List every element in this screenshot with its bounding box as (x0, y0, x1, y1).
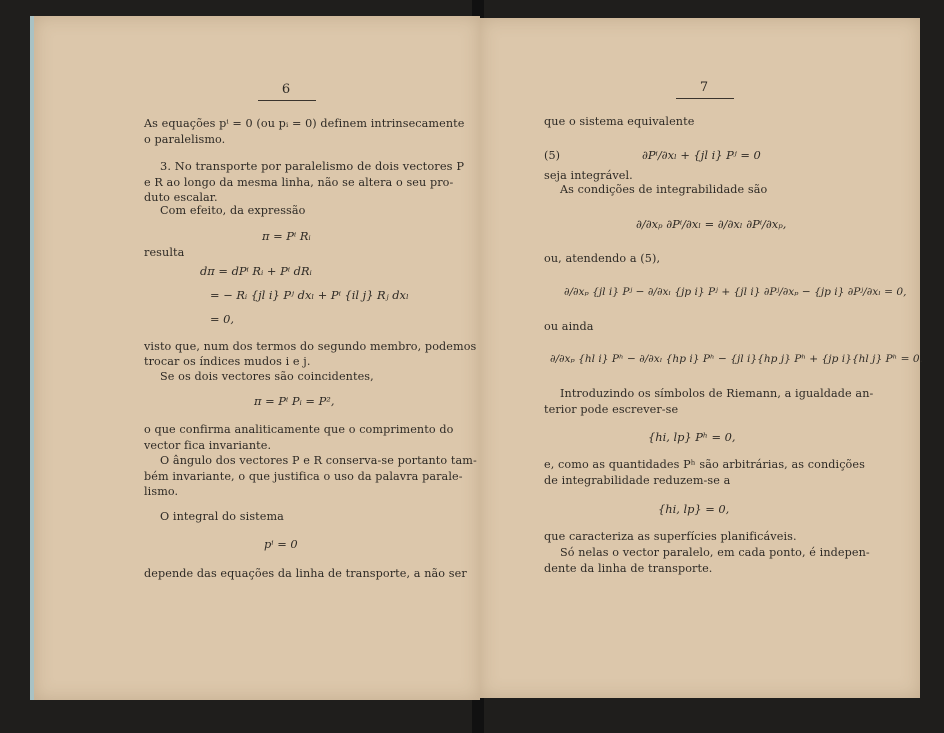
text-line: Com efeito, da expressão (160, 204, 306, 217)
text-line: terior pode escrever-se (544, 403, 679, 416)
equation: ∂/∂xₚ {jl i} Pʲ − ∂/∂xₗ {jp i} Pʲ + {jl i} ∂Pʲ/∂xₚ − {jp i} ∂Pʲ/∂xₗ = 0, (564, 286, 907, 298)
text-line: o paralelismo. (144, 133, 226, 146)
page-number: 6 (281, 82, 291, 97)
text-line: Se os dois vectores são coincidentes, (160, 370, 374, 383)
equation: pⁱ = 0 (264, 537, 298, 551)
header-rule (676, 98, 734, 99)
equation: ∂Pⁱ/∂xₗ + {jl i} Pʲ = 0 (642, 148, 761, 162)
text-line: o que confirma analiticamente que o comprimento do (144, 423, 454, 436)
page-number: 7 (699, 80, 709, 95)
text-line: trocar os índices mudos i e j. (144, 355, 311, 368)
equation: = 0, (210, 312, 235, 326)
text-line: dente da linha de transporte. (544, 562, 713, 575)
equation-label: (5) (544, 149, 561, 162)
text-line: de integrabilidade reduzem-se a (544, 474, 731, 487)
text-line: Só nelas o vector paralelo, em cada ponto, é indepen- (560, 546, 870, 559)
right-page (480, 18, 923, 698)
text-line: Introduzindo os símbolos de Riemann, a igualdade an- (560, 387, 874, 400)
text-line: resulta (144, 246, 185, 259)
text-line: seja integrável. (544, 169, 633, 182)
equation: dπ = dPⁱ Rᵢ + Pⁱ dRᵢ (200, 264, 312, 278)
text-line: As condições de integrabilidade são (560, 183, 768, 196)
text-line: O integral do sistema (160, 510, 284, 523)
text-line: ou, atendendo a (5), (544, 252, 661, 265)
text-line: As equações pⁱ = 0 (ou pᵢ = 0) definem intrinsecamente (144, 117, 465, 130)
text-line: vector fica invariante. (144, 439, 272, 452)
text-line: 3. No transporte por paralelismo de dois vectores P (160, 159, 465, 173)
open-book (24, 16, 922, 706)
equation: π = Pⁱ Rᵢ (262, 229, 311, 243)
text-line: e R ao longo da mesma linha, não se altera o seu pro- (144, 176, 454, 189)
text-line: lismo. (144, 485, 179, 498)
equation: π = Pⁱ Pᵢ = P², (254, 394, 335, 408)
text-line: depende das equações da linha de transporte, a não ser (144, 567, 467, 580)
text-line: que caracteriza as superfícies planificáveis. (544, 530, 797, 543)
text-line: O ângulo dos vectores P e R conserva-se portanto tam- (160, 454, 477, 467)
text-line: que o sistema equivalente (544, 115, 695, 128)
equation: ∂/∂xₚ {hl i} Pʰ − ∂/∂xₗ {hp i} Pʰ − {jl i}{hp j} Pʰ + {jp i}{hl j} Pʰ = 0. (550, 353, 923, 365)
text-line: visto que, num dos termos do segundo membro, podemos (144, 340, 477, 353)
text-line: duto escalar. (144, 191, 218, 204)
text-line: e, como as quantidades Pʰ são arbitrárias, as condições (544, 458, 865, 471)
left-page (30, 16, 480, 700)
equation: = − Rᵢ {jl i} Pʲ dxₗ + Pⁱ {il j} Rⱼ dxₗ (210, 288, 409, 302)
text-line: ou ainda (544, 320, 594, 333)
text-line: bém invariante, o que justifica o uso da palavra parale- (144, 470, 463, 483)
header-rule (258, 100, 316, 101)
equation: {hi, lp} Pʰ = 0, (648, 430, 736, 444)
equation: {hi, lp} = 0, (658, 502, 730, 516)
equation: ∂/∂xₚ ∂Pⁱ/∂xₗ = ∂/∂xₗ ∂Pⁱ/∂xₚ, (636, 217, 787, 231)
